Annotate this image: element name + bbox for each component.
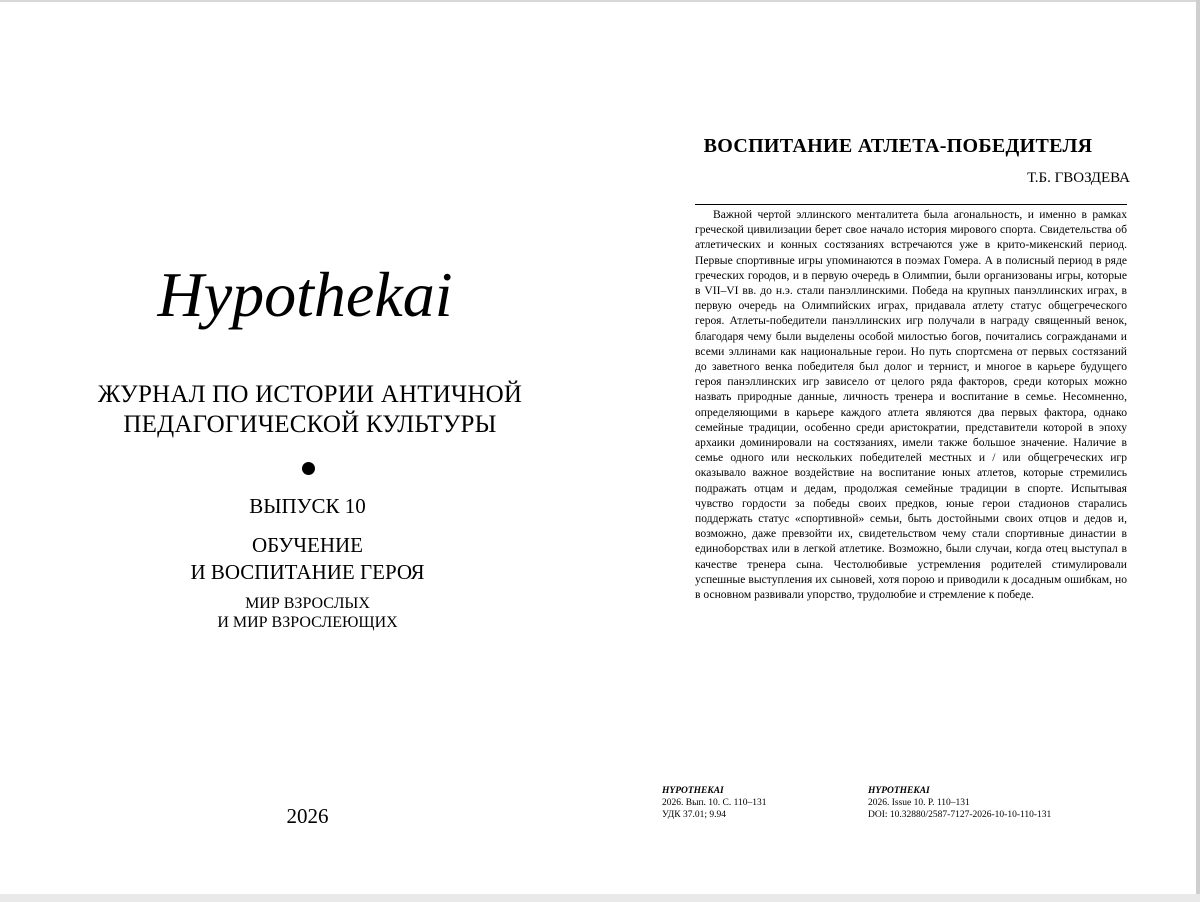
issue-subtheme-line2: И МИР ВЗРОСЛЕЮЩИХ bbox=[217, 614, 398, 631]
issue-subtheme bbox=[60, 594, 555, 632]
issue-subtheme-line1: МИР ВЗРОСЛЫХ bbox=[245, 595, 370, 612]
journal-subtitle-line2: ПЕДАГОГИЧЕСКОЙ КУЛЬТУРЫ bbox=[123, 411, 497, 438]
issue-theme-line1: ОБУЧЕНИЕ bbox=[252, 533, 363, 557]
abstract-rule bbox=[695, 204, 1127, 205]
footer-en-doi: DOI: 10.32880/2587-7127-2026-10-10-110-131 bbox=[868, 809, 1052, 820]
footer-en bbox=[868, 786, 1128, 821]
footer-ru-pages: 2026. Вып. 10. С. 110–131 bbox=[662, 797, 767, 808]
article-abstract: Важной чертой эллинского менталитета была агональность, и именно в рамках греческой цивилизации берет свое начало история мирового спорта. Свидетельства об атлетических и конных состязаниях встречаются уже в крито-микенский период. Первые спортивные игры упоминаются в поэмах Гомера. А в полисный период в ряде греческих городов, и в первую очередь в Олимпии, были организованы игры, которые в VII–VI вв. до н.э. стали панэллинскими. Победа на крупных панэллинских играх, в первую очередь на Олимпийских играх, придавала атлету статус общегреческого героя. Атлеты-победители панэллинских игр получали в награду священный венок, благодаря чему были выделены особой милостью богов, почитались согражданами и всеми эллинами как национальные герои. Но путь спортсмена от первых состязаний до заветного венка победителя был долог и тернист, и многое в карьере будущего героя панэллинских игр зависело от целого ряда факторов, среди которых можно назвать природные данные, личность тренера и воспитание в семье. Несомненно, определяющими в карьере каждого атлета являются два первых фактора, однако семейные традиции, особенно среди аристократии, представители которой в эпоху архаики доминировали на состязаниях, имели также большое значение. Наличие в семье одного или нескольких победителей местных и / или общегреческих игр оказывало важное воздействие на воспитание юных атлетов, которые стремились подражать отцам и дедам, продолжая семейные традиции в спорте. Испытывая чувство гордости за победы своих предков, юные герои стадионов старались поддержать статус «спортивной» семьи, быть достойными своих отцов и дедов и, возможно, даже превзойти их, свидетельством чему стали спортивные династии в единоборствах или в легкой атлетике. Возможно, были случаи, когда отец выступал в качестве тренера сына. Честолюбивые устремления родителей стимулировали успешные выступления их сыновей, хотя порою и приводили к досадным ошибкам, но в основном развивали упорство, трудолюбие и стремление к победе. bbox=[695, 208, 1127, 602]
article-page bbox=[600, 0, 1200, 902]
journal-name: Hypothekai bbox=[157, 259, 453, 330]
footer-en-journal: HYPOTHEKAI bbox=[868, 786, 930, 796]
footer-ru-journal: HYPOTHEKAI bbox=[662, 786, 724, 796]
publication-year: 2026 bbox=[286, 804, 329, 828]
issue-number: ВЫПУСК 10 bbox=[249, 494, 366, 518]
article-title: ВОСПИТАНИЕ АТЛЕТА-ПОБЕДИТЕЛЯ bbox=[703, 135, 1093, 157]
journal-subtitle-line1: ЖУРНАЛ ПО ИСТОРИИ АНТИЧНОЙ bbox=[97, 381, 523, 408]
issue-theme bbox=[60, 532, 555, 586]
issue-theme-line2: И ВОСПИТАНИЕ ГЕРОЯ bbox=[190, 560, 425, 584]
footer-ru bbox=[662, 786, 862, 821]
bullet-dot bbox=[302, 462, 315, 475]
journal-subtitle bbox=[40, 380, 580, 440]
article-author: Т.Б. ГВОЗДЕВА bbox=[1027, 170, 1130, 186]
footer-en-pages: 2026. Issue 10. P. 110–131 bbox=[868, 797, 970, 808]
footer-ru-udc: УДК 37.01; 9.94 bbox=[662, 809, 726, 820]
